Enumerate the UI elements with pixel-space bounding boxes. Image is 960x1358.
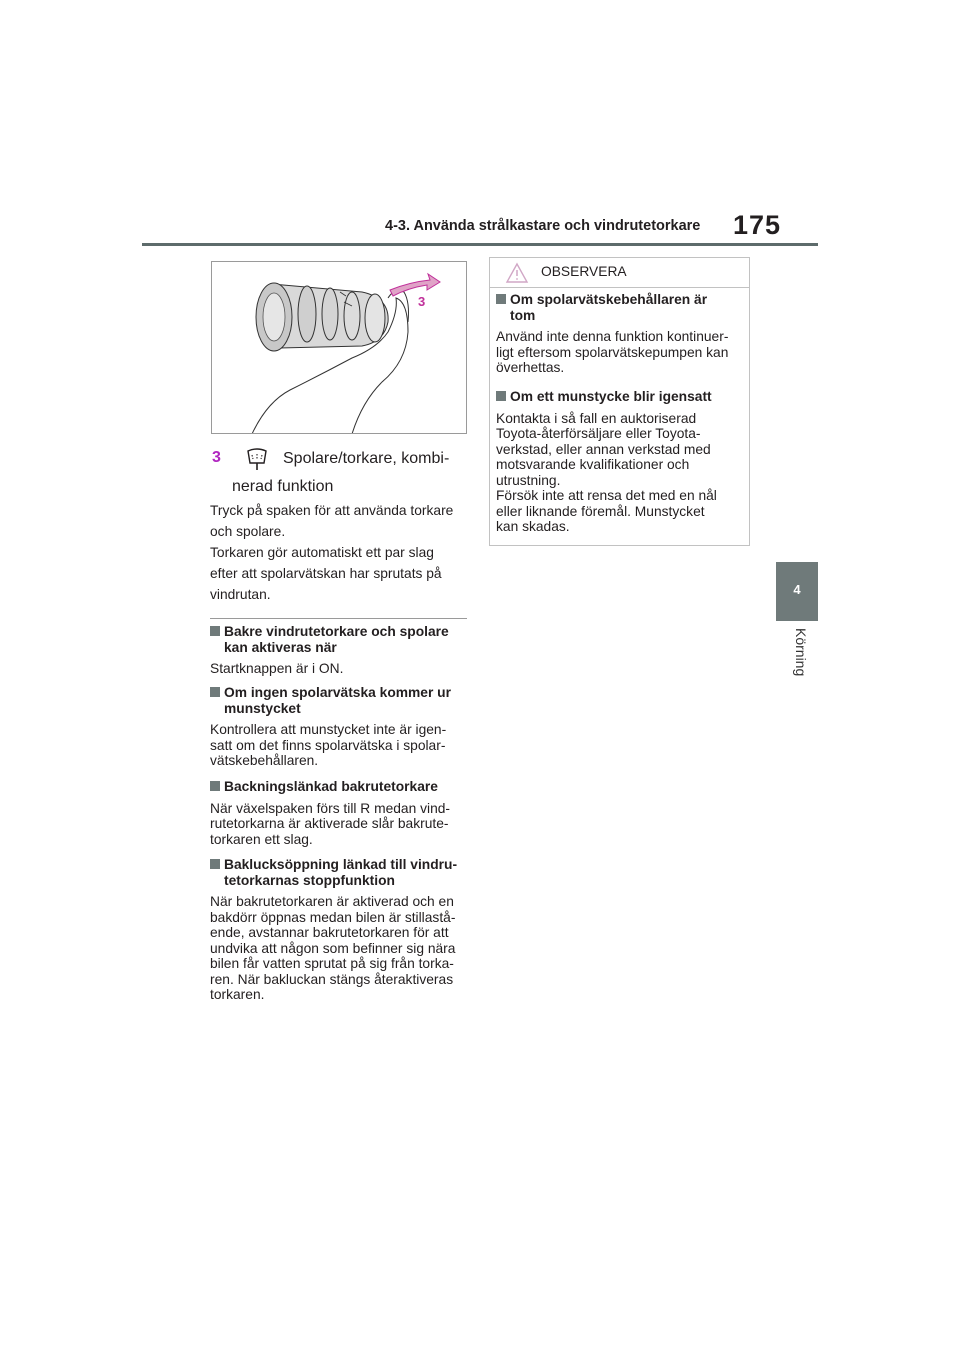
text-line: Tryck på spaken för att använda torkare xyxy=(210,503,454,518)
text-line: bakdörr öppnas medan bilen är stillastå- xyxy=(210,909,456,925)
note-heading xyxy=(224,624,449,655)
note-body: Startknappen är i ON. xyxy=(210,661,344,676)
item-paragraph-2 xyxy=(210,542,470,605)
text-line: munstycket xyxy=(224,700,301,716)
text-line: kan skadas. xyxy=(496,519,570,534)
wiper-lever-figure xyxy=(211,261,467,434)
text-line: Toyota-återförsäljare eller Toyota- xyxy=(496,426,701,441)
note-heading xyxy=(224,857,457,888)
text-line: verkstad, eller annan verkstad med xyxy=(496,441,711,457)
text-line: vätskebehållaren. xyxy=(210,753,319,768)
note-no-washer-fluid xyxy=(210,685,472,769)
bullet-square-icon xyxy=(210,626,220,636)
text-line: torkaren. xyxy=(210,987,265,1002)
text-line: efter att spolarvätskan har sprutats på xyxy=(210,566,442,581)
text-line: och spolare. xyxy=(210,524,286,539)
text-line: tom xyxy=(510,307,536,323)
warning-triangle-icon xyxy=(505,262,529,289)
text-line: När bakrutetorkaren är aktiverad och en xyxy=(210,894,454,909)
text-line: utrustning. xyxy=(496,472,561,488)
chapter-name: Körning xyxy=(793,628,809,677)
caution-title: OBSERVERA xyxy=(541,264,627,279)
text-line: Baklucksöppning länkad till vindru- xyxy=(224,857,458,872)
page-number: 175 xyxy=(733,210,782,240)
hand-on-lever-illustration xyxy=(212,262,467,434)
note-heading: Om ett munstycke blir igensatt xyxy=(510,389,712,404)
text-line: Om spolarvätskebehållaren är xyxy=(510,292,708,307)
item-paragraph-1 xyxy=(210,500,470,542)
bullet-square-icon xyxy=(496,391,506,401)
text-line: vindrutan. xyxy=(210,587,271,602)
section-divider xyxy=(210,618,467,619)
note-body xyxy=(210,722,472,769)
note-body xyxy=(210,894,472,1003)
text-line: eller liknande föremål. Munstycket xyxy=(496,503,705,519)
text-line: undvika att någon som befinner sig nära xyxy=(210,940,456,956)
text-line: Använd inte denna funktion kontinuer- xyxy=(496,329,729,344)
caution-clogged-nozzle xyxy=(496,389,746,535)
bullet-square-icon xyxy=(496,294,506,304)
text-line: överhettas. xyxy=(496,360,565,375)
caution-empty-reservoir xyxy=(496,292,746,376)
text-line: torkaren ett slag. xyxy=(210,831,313,847)
washer-wiper-icon xyxy=(244,446,270,477)
note-body xyxy=(210,801,472,848)
bullet-square-icon xyxy=(210,781,220,791)
text-line: När växelspaken förs till R medan vind- xyxy=(210,800,451,816)
note-heading xyxy=(224,685,451,716)
header-rule xyxy=(142,243,818,246)
item-title-line2: nerad funktion xyxy=(232,478,334,495)
note-heading: Backningslänkad bakrutetorkare xyxy=(224,779,438,794)
text-line: bilen får vatten sprutat på sig från torka- xyxy=(210,956,454,971)
note-rear-wiper xyxy=(210,624,472,677)
section-title: 4-3. Använda strålkastare och vindrutetorkare xyxy=(385,218,701,234)
figure-callout: 3 xyxy=(418,294,426,309)
note-tailgate-linked-wiper xyxy=(210,857,472,1003)
chapter-number: 4 xyxy=(793,582,801,597)
note-body xyxy=(496,411,746,535)
note-body xyxy=(496,329,746,376)
text-line: Försök inte att rensa det med en nål xyxy=(496,488,717,503)
note-reverse-linked-wiper xyxy=(210,779,472,847)
item-title-line1: Spolare/torkare, kombi- xyxy=(283,450,450,467)
text-line: satt om det finns spolarvätska i spolar- xyxy=(210,737,446,753)
text-line: ren. När bakluckan stängs återaktiveras xyxy=(210,971,454,987)
text-line: Om ingen spolarvätska kommer ur xyxy=(224,685,451,700)
text-line: Bakre vindrutetorkare och spolare xyxy=(224,624,449,639)
text-line: motsvarande kvalifikationer och xyxy=(496,457,690,472)
text-line: ende, avstannar bakrutetorkaren för att xyxy=(210,925,449,940)
text-line: rutetorkarna är aktiverade slår bakrute- xyxy=(210,816,449,831)
bullet-square-icon xyxy=(210,859,220,869)
text-line: Torkaren gör automatiskt ett par slag xyxy=(210,545,434,560)
text-line: Kontrollera att munstycket inte är igen- xyxy=(210,722,447,737)
item-number: 3 xyxy=(212,449,221,466)
note-heading xyxy=(510,292,707,323)
text-line: kan aktiveras när xyxy=(224,639,337,655)
text-line: tetorkarnas stoppfunktion xyxy=(224,872,395,888)
bullet-square-icon xyxy=(210,687,220,697)
text-line: Kontakta i så fall en auktoriserad xyxy=(496,410,697,426)
text-line: ligt eftersom spolarvätskepumpen kan xyxy=(496,344,729,360)
